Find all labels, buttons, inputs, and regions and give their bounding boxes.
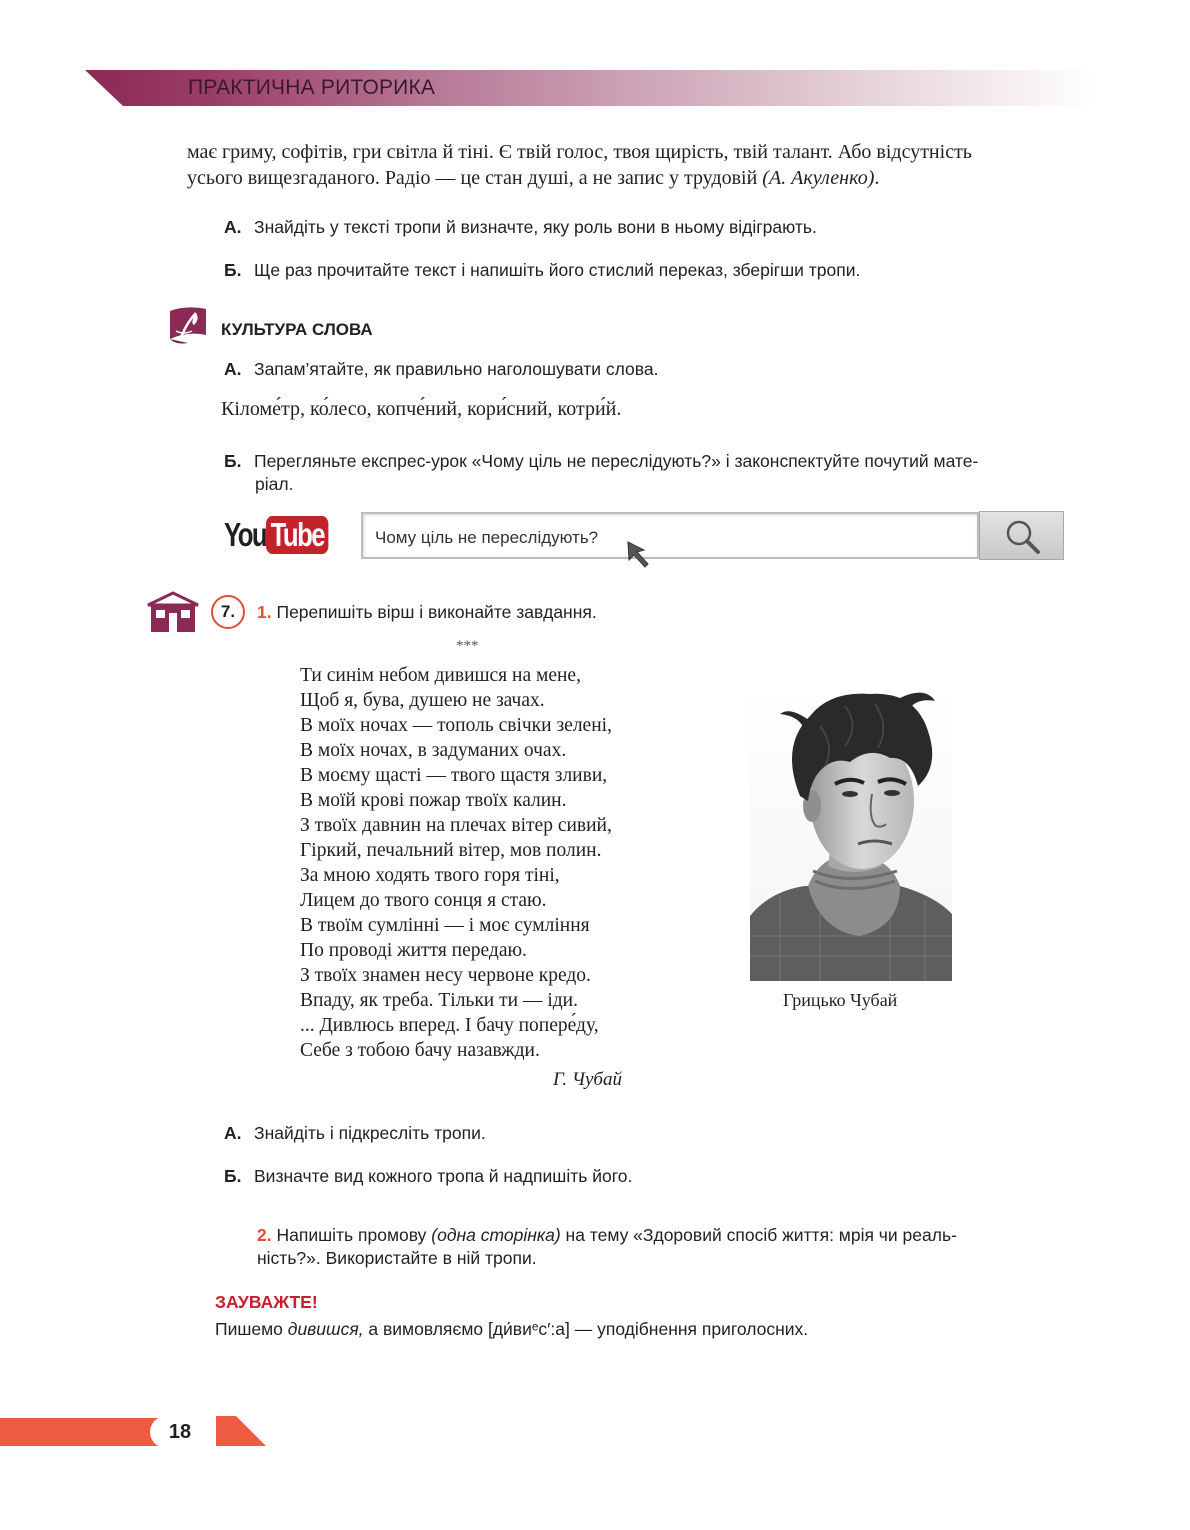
part2-italic: (одна сторінка) xyxy=(431,1225,561,1245)
task-text: Ще раз прочитайте текст і напишіть його стислий переказ, зберігши тропи. xyxy=(254,260,861,280)
youtube-logo-tube: Tube xyxy=(266,516,329,554)
assignment-part-2 xyxy=(257,1224,1067,1270)
task-text: Запам’ятайте, як правильно наголошувати слова. xyxy=(254,359,659,379)
part-number: 2. xyxy=(257,1225,272,1245)
footer-arrow xyxy=(216,1416,266,1446)
poem-line: З твоїх давнин на плечах вітер сивий, xyxy=(300,815,612,836)
mouse-cursor-icon xyxy=(626,540,656,570)
search-query: Чому ціль не переслідують? xyxy=(375,528,599,547)
poem-line: По проводі життя передаю. xyxy=(300,940,527,961)
note-italic: дивишся, xyxy=(287,1319,364,1339)
part2-text-end: на тему «Здоровий спосіб життя: мрія чи реаль- xyxy=(560,1225,957,1245)
part-text: Перепишіть вірш і виконайте завдання. xyxy=(276,602,597,622)
poem-line: Ти синім небом дивишся на мене, xyxy=(300,665,581,686)
task-label: А. xyxy=(224,359,242,379)
intro-author: (А. Акуленко) xyxy=(762,167,875,189)
poem-line: В моїх ночах — тополь свічки зелені, xyxy=(300,715,612,736)
search-button[interactable] xyxy=(979,511,1064,560)
task-label: Б. xyxy=(224,260,242,280)
task-text: Перегляньте експрес-урок «Чому ціль не переслідують?» і законспектуйте почутий мате- xyxy=(254,451,979,471)
culture-task-a xyxy=(224,358,658,381)
poem-line: Впаду, як треба. Тільки ти — іди. xyxy=(300,990,578,1011)
poem-line: В твоїм сумлінні — і моє сумління xyxy=(300,915,590,936)
part-number: 1. xyxy=(257,602,272,622)
task-label: Б. xyxy=(224,451,242,471)
poem-line: В моїй крові пожар твоїх калин. xyxy=(300,790,567,811)
culture-task-b xyxy=(224,450,1066,496)
search-icon xyxy=(980,512,1065,561)
page-number: 18 xyxy=(150,1416,210,1448)
poem-author: Г. Чубай xyxy=(553,1069,622,1090)
assignment-part-1 xyxy=(257,601,597,624)
poem-stars: *** xyxy=(456,638,479,654)
note-text xyxy=(215,1318,808,1341)
intro-line-2 xyxy=(187,165,1067,191)
poem-line: Гіркий, печальний вітер, мов полин. xyxy=(300,840,602,861)
assignment-number: 7. xyxy=(211,595,245,629)
culture-heading: КУЛЬТУРА СЛОВА xyxy=(221,320,373,339)
task-b-1 xyxy=(224,259,860,282)
intro-line-1: має гриму, софітів, гри світла й тіні. Є твій голос, твоя щирість, твій талант. Або відсутність xyxy=(187,141,972,163)
task-text: Визначте вид кожного тропа й надпишіть його. xyxy=(254,1166,633,1186)
stress-words: Кіломе́тр, ко́лесо, копче́ний, кори́сний, котри́й. xyxy=(221,398,622,420)
intro-paragraph xyxy=(187,139,1067,191)
section-title: ПРАКТИЧНА РИТОРИКА xyxy=(188,76,436,99)
poem-line: В моєму щасті — твого щастя зливи, xyxy=(300,765,608,786)
task-text: Знайдіть і підкресліть тропи. xyxy=(254,1123,486,1143)
note-title: ЗАУВАЖТЕ! xyxy=(215,1292,318,1312)
photo-caption: Грицько Чубай xyxy=(783,990,898,1010)
poem-line: Лицем до твого сонця я стаю. xyxy=(300,890,547,911)
home-icon xyxy=(146,591,200,633)
assignment-task-a xyxy=(224,1122,486,1145)
poem-line: ... Дивлюсь вперед. І бачу попере́ду, xyxy=(300,1015,599,1036)
assignment-task-b xyxy=(224,1165,632,1188)
youtube-logo-you: You xyxy=(224,516,267,553)
poem-line: В моїх ночах, в задуманих очах. xyxy=(300,740,567,761)
part2-text: Напишіть промову xyxy=(276,1225,432,1245)
task-a-1 xyxy=(224,216,817,239)
intro-line-2-text: усього вищезгаданого. Радіо — це стан душі, а не запис у трудовій xyxy=(187,167,763,189)
task-text: Знайдіть у тексті тропи й визначте, яку роль вони в ньому відіграють. xyxy=(254,217,817,237)
intro-end: . xyxy=(874,167,880,189)
poem xyxy=(300,663,720,1063)
part2-line2: ність?». Використайте в ній тропи. xyxy=(257,1248,537,1268)
portrait-photo xyxy=(750,686,952,981)
note-pre: Пишемо xyxy=(215,1319,288,1339)
task-label: А. xyxy=(224,1123,242,1143)
poem-line: Себе з тобою бачу назавжди. xyxy=(300,1040,540,1061)
task-label: Б. xyxy=(224,1166,242,1186)
poem-line: За мною ходять твого горя тіні, xyxy=(300,865,560,886)
task-text-cont: ріал. xyxy=(255,474,294,494)
footer-band xyxy=(0,1418,160,1446)
task-label: А. xyxy=(224,217,242,237)
youtube-logo[interactable] xyxy=(224,514,346,556)
search-input[interactable] xyxy=(361,512,979,559)
poem-line: Щоб я, бува, душею не зачах. xyxy=(300,690,545,711)
note-post: а вимовляємо [ди́виᵉс′:а] — уподібнення приголосних. xyxy=(363,1319,809,1339)
poem-line: З твоїх знамен несу червоне кредо. xyxy=(300,965,591,986)
quill-icon xyxy=(166,305,210,347)
